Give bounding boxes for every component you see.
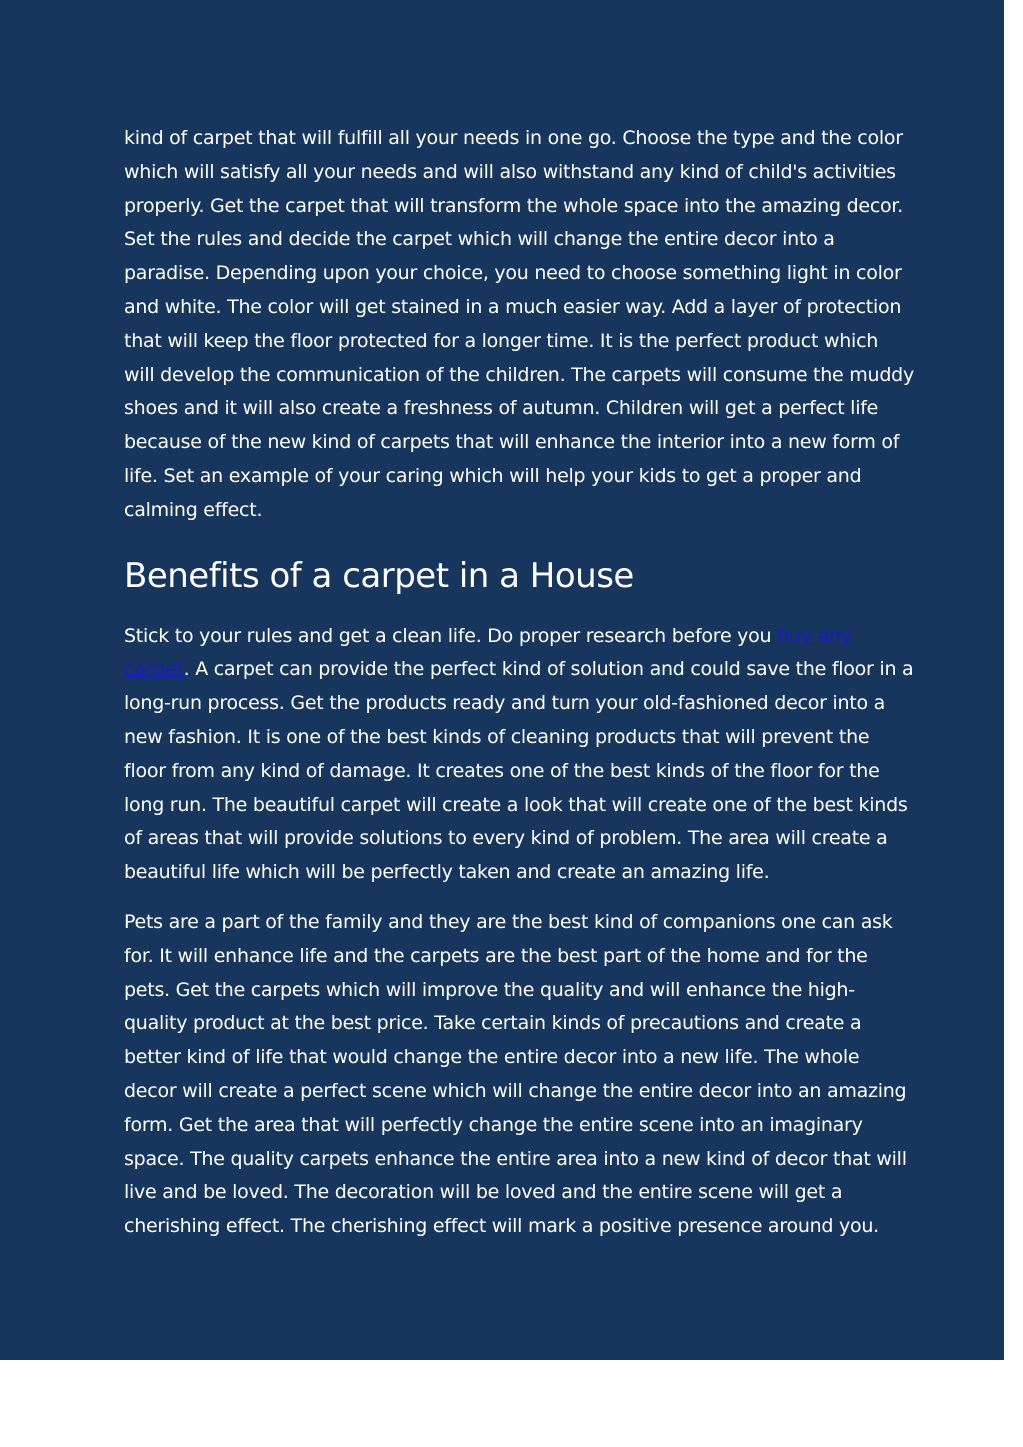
benefits-paragraph-1-text-after-link: . A carpet can provide the perfect kind of solution and could save the floor in a long-run process. Get the products ready and turn your old-fashioned decor into a new fashion. It is one of the best kinds of cleaning products that will prevent the floor from any kind of damage. It creates one of the best kinds of the floor for the long run. The beautiful carpet will create a look that will create one of the best kinds of areas that will provide solutions to every kind of problem. The area will create a beautiful life which will be perfectly taken and create an amazing life.	[124, 658, 914, 884]
document-body	[124, 122, 914, 1244]
benefits-paragraph-1-text-before-link: Stick to your rules and get a clean life. Do proper research before you	[124, 624, 778, 647]
benefits-paragraph-2: Pets are a part of the family and they are the best kind of companions one can ask for. It will enhance life and the carpets are the best part of the home and for the pets. Get the carpets which will improve the quality and will enhance the high-quality product at the best price. Take certain kinds of precautions and create a better kind of life that would change the entire decor into a new life. The whole decor will create a perfect scene which will change the entire decor into an amazing form. Get the area that will perfectly change the entire scene into an imaginary space. The quality carpets enhance the entire area into a new kind of decor that will live and be loved. The decoration will be loved and the entire scene will get a cherishing effect. The cherishing effect will mark a positive presence around you.	[124, 910, 907, 1238]
buy-any-carpet-link[interactable]: buy any carpet	[124, 624, 852, 681]
benefits-paragraph-1	[124, 620, 914, 890]
intro-paragraph: kind of carpet that will fulfill all your needs in one go. Choose the type and the color which will satisfy all your needs and will also withstand any kind of child's activities properly. Get the carpet that will transform the whole space into the amazing decor. Set the rules and decide the carpet which will change the entire decor into a paradise. Depending upon your choice, you need to choose something light in color and white. The color will get stained in a much easier way. Add a layer of protection that will keep the floor protected for a longer time. It is the perfect product which will develop the communication of the children. The carpets will consume the muddy shoes and it will also create a freshness of autumn. Children will get a perfect life because of the new kind of carpets that will enhance the interior into a new form of life. Set an example of your caring which will help your kids to get a proper and calming effect.	[124, 127, 914, 521]
section-heading: Benefits of a carpet in a House	[124, 555, 634, 596]
